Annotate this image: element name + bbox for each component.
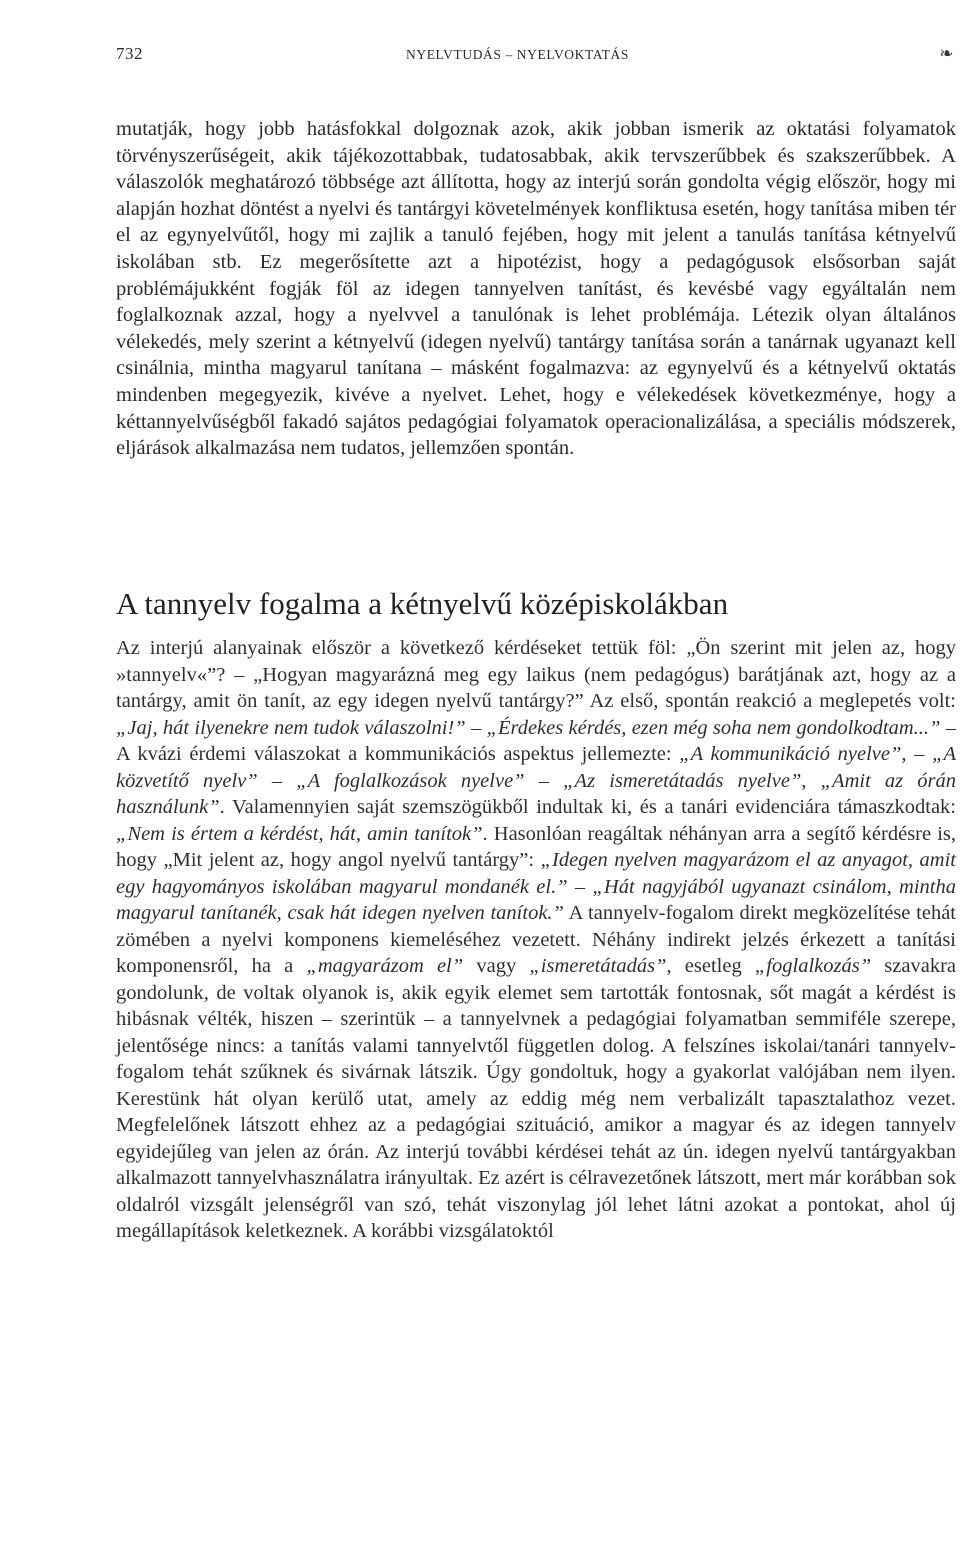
section-paragraph [116,635,956,1245]
quote-italic: „Hát nagyjából ugyanazt csinálom, mintha magyarul tanítanék, csak hát idegen nyelven tanítok.” [116,875,956,924]
quote-italic: „ismeretátadás” [529,955,667,977]
text-run: vagy [463,955,530,977]
text-run: Az interjú alanyainak először a következő kérdéseket tettük föl: „Ön szerint mit jelen az, hogy »tannyelv«”? – „Hogyan magyarázná meg egy laikus (nem pedagógus) barátjának azt, hogy az a tantárgy, amit ön tanít, az egy idegen nyelvű tantárgy?” Az első, spontán reakció a meglepetés volt: [116,637,956,712]
text-run: , – [901,743,933,765]
quote-italic: „A foglalkozások nyelve” [296,769,525,792]
text-run: A tannyelv-fogalom direkt megközelítése tehát zömében a nyelvi komponens kiemeléséhez vezetett. Néhány indirekt jelzés érkezett a tanítási komponensről, ha a [116,902,957,977]
quote-italic: „A közvetítő nyelv” [116,743,956,792]
quote-italic: „Idegen nyelven magyarázom el az anyagot, amit egy hagyományos iskolában magyarul mondanék el.” [116,849,956,898]
quote-italic: „Nem is értem a kérdést, hát, amin tanítok” [116,822,483,845]
section-heading: A tannyelv fogalma a kétnyelvű középiskolákban [116,586,729,621]
body-text [116,116,956,462]
text-run: . Hasonlóan reagáltak néhányan arra a segítő kérdésre is, hogy „Mit jelent az, hogy angol nyelvű tantárgy”: [116,822,957,871]
fleuron-icon: ❧ [939,44,954,63]
text-run: – A kvázi érdemi válaszokat a kommunikációs aspektus jellemezte: [116,716,957,765]
quote-italic: „magyarázom el” [306,955,464,977]
text-run: , esetleg [666,955,755,977]
quote-italic: „Az ismeretátadás nyelve” [563,769,802,792]
text-run: – [465,716,487,739]
text-run: – [567,875,593,898]
text-run: . Valamennyien saját szemszögükből indultak ki, és a tanári evidenciára támaszkodtak: [219,796,956,818]
running-head [116,44,956,72]
paragraph [116,635,956,1245]
quote-italic: „foglalkozás” [754,955,872,977]
quote-italic: „Jaj, hát ilyenekre nem tudok válaszolni!” [116,716,466,739]
quote-italic: „Amit az órán használunk” [116,769,957,818]
text-run: – [524,769,564,792]
running-title: NYELVTUDÁS – NYELVOKTATÁS [406,47,629,62]
text-run: – [257,769,297,792]
quote-italic: „A kommunikáció nyelve” [679,743,902,765]
quote-italic: „Érdekes kérdés, ezen még soha nem gondolkodtam...” [486,716,941,739]
text-run: , [801,769,821,792]
page-number: 732 [116,44,143,63]
text-run: szavakra gondolunk, de voltak olyanok is, akik egyik elemet sem tartották fontosnak, sőt magát a kérdést is hibásnak vélték, hiszen – szerintük – a tannyelvnek a pedagógiai folyamatban semmiféle szerepe, jelentősége nincs: a tanítás valami tannyelvtől független dolog. A felszínes iskolai/tanári tannyelv-fogalom tehát szűknek és sivárnak látszik. Úgy gondoltuk, hogy a gyakorlat valójában nem ilyen. Kerestünk hát olyan kerülő utat, amely az eddig még nem verbalizált tapasztalathoz vezet. Megfelelőnek látszott ehhez az a pedagógiai szituáció, amikor a magyar és az idegen tannyelv egyidejűleg van jelen az órán. Az interjú további kérdései tehát az ún. idegen nyelvű tantárgyakban alkalmazott tannyelvhasználatra irányultak. Ez azért is célravezetőnek látszott, mert már korábban sok oldalról vizsgált jelenségről van szó, tehát viszonylag jól lehet látni azokat a pontokat, ahol új megállapítások keletkeznek. A korábbi vizsgálatoktól [116,955,957,1242]
paragraph: mutatják, hogy jobb hatásfokkal dolgoznak azok, akik jobban ismerik az oktatási folyamatok törvényszerűségeit, akik tájékozottabbak, tudatosabbak, akik tervszerűbbek és szakszerűbbek. A válaszolók meghatározó többsége azt állította, hogy az interjú során gondolta végig először, hogy mi alapján hozhat döntést a nyelvi és tantárgyi követelmények konfliktusa esetén, hogy tanítása miben tér el az egynyelvűtől, hogy mi zajlik a tanuló fejében, hogy mit jelent a tanulás tanítása kétnyelvű iskolában stb. Ez megerősítette azt a hipotézist, hogy a pedagógusok elsősorban saját problémájukként fogják föl az idegen tannyelven tanítást, és kevésbé vagy egyáltalán nem foglalkoznak azzal, hogy a nyelvvel a tanulónak is lehet problémája. Létezik olyan általános vélekedés, mely szerint a kétnyelvű (idegen nyelvű) tantárgy tanítása során a tanárnak ugyanazt kell csinálnia, mintha magyarul tanítana – másként fogalmazva: az egynyelvű és a kétnyelvű oktatás mindenben megegyezik, kivéve a nyelvet. Lehet, hogy e vélekedések következménye, hogy a kéttannyelvűségből fakadó sajátos pedagógiai folyamatok operacionalizálása, a speciális módszerek, eljárások alkalmazása nem tudatos, jellemzően spontán. [116,118,956,460]
